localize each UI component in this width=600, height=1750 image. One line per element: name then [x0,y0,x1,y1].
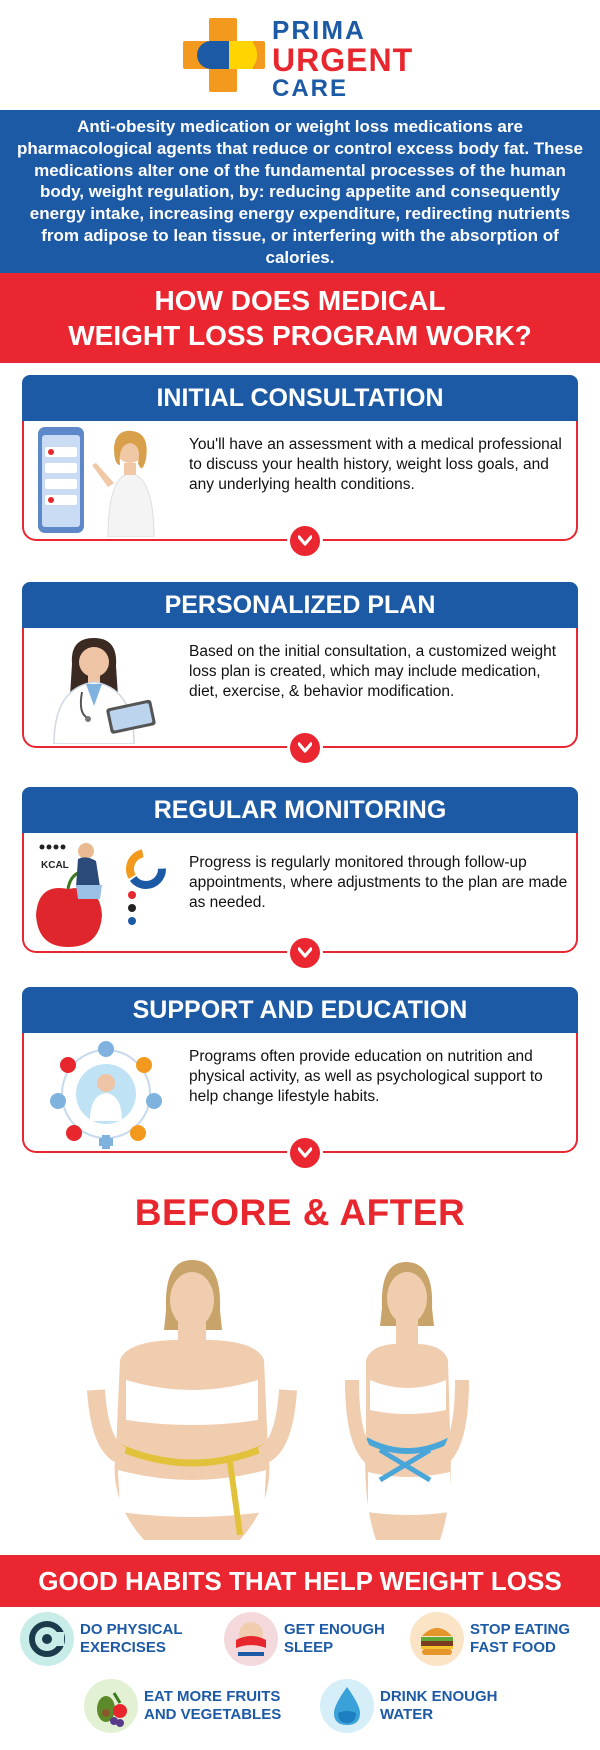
habit-label: DO PHYSICAL EXERCISES [80,1621,183,1656]
chevron-down-icon [298,742,312,754]
step-body [22,833,578,953]
step-card-consultation [22,375,578,541]
step-description: Based on the initial consultation, a customized weight loss plan is created, which may include medication, diet, exercise, & behavior modification. [189,643,557,700]
next-step-chevron [287,935,323,971]
step-title: SUPPORT AND EDUCATION [22,987,578,1033]
habit-label: STOP EATING FAST FOOD [470,1621,571,1656]
medical-cross-icon [183,18,265,92]
next-step-chevron [287,523,323,559]
step-description: You'll have an assessment with a medical professional to discuss your health history, weight loss goals, and any underlying health conditions. [189,436,562,493]
before-after-figures [0,1250,600,1555]
brand-line-urgent: URGENT [272,42,414,78]
step-description: Programs often provide education on nutrition and physical activity, as well as psychological support to help change lifestyle habits. [189,1048,543,1105]
kcal-label: KCAL [41,860,69,871]
step-card-plan [22,582,578,748]
step-title: INITIAL CONSULTATION [22,375,578,421]
next-step-chevron [287,730,323,766]
habit-exercise [20,1612,183,1666]
brand-logo [0,0,600,110]
step-title: REGULAR MONITORING [22,787,578,833]
step-card-support [22,987,578,1153]
habit-label: EAT MORE FRUITS AND VEGETABLES [144,1688,282,1723]
habit-label: DRINK ENOUGH WATER [380,1688,498,1723]
brand-line-care: CARE [272,75,349,102]
section-heading-how [0,273,600,363]
how-heading-line1: HOW DOES MEDICAL [154,285,446,316]
consultation-illustration-icon [30,425,180,537]
brand-wordmark [272,17,413,101]
step-body [22,421,578,541]
step-title: PERSONALIZED PLAN [22,582,578,628]
after-figure [352,1262,462,1540]
step-body [22,628,578,748]
before-after-title: BEFORE & AFTER [134,1192,466,1233]
fruits-icon [84,1679,138,1733]
chevron-down-icon [298,1147,312,1159]
brand-line-prima: PRIMA [272,15,366,45]
habit-label: GET ENOUGH SLEEP [284,1621,385,1656]
habit-sleep [224,1612,385,1666]
next-step-chevron [287,1135,323,1171]
step-card-monitoring [22,787,578,953]
calorie-tracking-illustration-icon [30,837,180,949]
habit-water [320,1679,498,1733]
chevron-down-icon [298,535,312,547]
water-drop-icon [320,1679,374,1733]
doctor-health-services-illustration-icon [30,1037,180,1149]
exercise-band-icon [20,1612,74,1666]
sleep-mask-icon [224,1612,278,1666]
how-heading-line2: WEIGHT LOSS PROGRAM WORK? [68,320,532,351]
before-figure [96,1260,288,1540]
doctor-tablet-illustration-icon [30,632,180,744]
chevron-down-icon [298,947,312,959]
intro-paragraph: Anti-obesity medication or weight loss medications are pharmacological agents that reduce or control excess body fat. These medications alter one of the fundamental processes of the human body, weight regulation, by: reducing appetite and consequently energy intake, increasing energy expenditure, redirecting nutrients from adipose to lean tissue, or interfering with the absorption of calories. [0,110,600,273]
habit-fruits [84,1679,281,1733]
step-body [22,1033,578,1153]
burger-icon [410,1612,464,1666]
habit-fast-food [410,1612,570,1666]
step-description: Progress is regularly monitored through follow-up appointments, where adjustments to the plan are made as needed. [189,854,568,911]
good-habits-heading: GOOD HABITS THAT HELP WEIGHT LOSS [0,1555,600,1607]
